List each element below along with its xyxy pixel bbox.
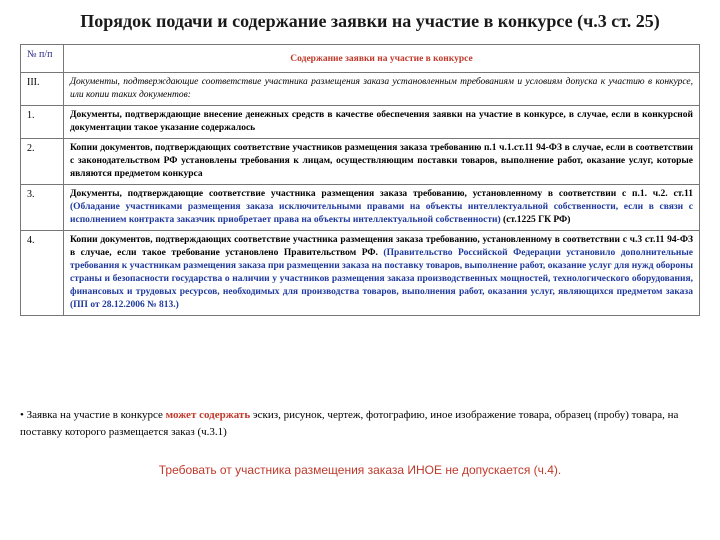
row-text-clarification: (Обладание участниками размещения заказа исключительными правами на объекты интеллектуальной собственности, если в связи с исполнением контракта заказчик приобретает права на объекты интеллектуальной собственности) xyxy=(70,202,693,225)
table-row xyxy=(21,139,700,185)
row-number: III. xyxy=(21,73,64,106)
page-title: Порядок подачи и содержание заявки на участие в конкурсе (ч.3 ст. 25) xyxy=(80,11,660,31)
row-text: Документы, подтверждающие внесение денежных средств в качестве обеспечения заявки на участие в конкурсе, в случае, если в конкурсной документации такое указание содержалось xyxy=(64,106,700,139)
final-statement: Требовать от участника размещения заказа ИНОЕ не допускается (ч.4). xyxy=(158,463,562,477)
row-number: 4. xyxy=(21,231,64,316)
note-prefix: • Заявка на участие в конкурсе xyxy=(20,409,166,421)
row-text-main: Документы, подтверждающие соответствие участника размещения заказа требованию, установленному в соответствии с п.1. ч.2. ст.11 xyxy=(70,189,693,199)
row-number: 1. xyxy=(21,106,64,139)
table-header-row xyxy=(21,45,700,73)
row-text-tail: (ст.1225 ГК РФ) xyxy=(500,215,571,225)
row-text xyxy=(64,185,700,231)
row-number: 2. xyxy=(21,139,64,185)
row-text: Копии документов, подтверждающих соответствие участников размещения заказа требованию п.1 ч.1.ст.11 94-ФЗ в случае, если в соответствии с законодательством РФ установлены требования к лицам, осуществляющим поставки товаров, выполнение работ, оказание услуг, которые являются предметом конкурса xyxy=(64,139,700,185)
table-row xyxy=(21,185,700,231)
note-highlight: может содержать xyxy=(165,409,251,421)
row-text-main: Копии документов, подтверждающих соответствие участника размещения заказа требованию, установленному в соответствии с ч.3 ст.11 94-ФЗ в случае, если такое требование установлено Правительством РФ. xyxy=(70,235,693,258)
note-paragraph xyxy=(20,407,700,441)
header-content: Содержание заявки на участие в конкурсе xyxy=(64,45,700,73)
header-number: № п/п xyxy=(21,45,64,73)
row-number: 3. xyxy=(21,185,64,231)
row-text xyxy=(64,231,700,316)
row-text-clarification: (Правительство Российской Федерации установило дополнительные требования к участникам размещения заказа при размещении заказа на поставку товаров, выполнение работ, оказание услуг для нужд обороны страны и безопасности государства о наличии у участников размещения заказа производственных мощностей, технологического оборудования, финансовых и трудовых ресурсов, необходимых для производства товаров, выполнения работ, оказания услуг, являющихся предметом заказа (ПП от 28.12.2006 № 813.) xyxy=(70,248,694,310)
row-text: Документы, подтверждающие соответствие участника размещения заказа установленным требованиям и условиям допуска к участию в конкурсе, или копии таких документов: xyxy=(64,73,700,106)
requirements-table xyxy=(20,44,700,316)
table-row xyxy=(21,73,700,106)
table-row xyxy=(21,231,700,316)
note-rest: эскиз, рисунок, чертеж, фотографию, иное изображение товара, образец (пробу) товара, на поставку которого размещается заказ (ч.3.1) xyxy=(20,409,679,438)
table-row xyxy=(21,106,700,139)
